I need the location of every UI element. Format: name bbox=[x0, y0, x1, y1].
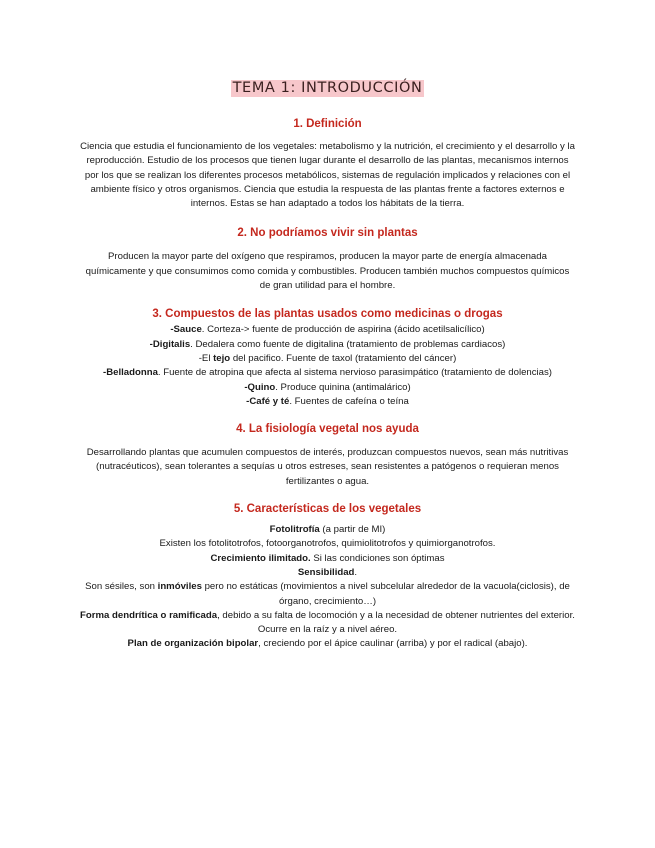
list-item: Plan de organización bipolar, creciendo por el ápice caulinar (arriba) y por el radical (abajo). bbox=[127, 638, 528, 650]
section-2-heading: 2. No podríamos vivir sin plantas bbox=[237, 227, 418, 240]
list-item: Sensibilidad. bbox=[297, 566, 358, 578]
document-title-wrap bbox=[0, 79, 655, 97]
list-item: Crecimiento ilimitado. Si las condiciones son óptimas bbox=[210, 552, 445, 564]
section-5-heading: 5. Características de los vegetales bbox=[233, 503, 422, 516]
list-item: -Belladonna. Fuente de atropina que afecta al sistema nervioso parasimpático (tratamiento de dolencias) bbox=[103, 367, 552, 379]
list-item: -Digitalis. Dedalera como fuente de digitalina (tratamiento de problemas cardiacos) bbox=[149, 338, 506, 350]
section-4-heading: 4. La fisiología vegetal nos ayuda bbox=[236, 423, 419, 436]
section-2-body: Producen la mayor parte del oxígeno que respiramos, producen la mayor parte de energía almacenada químicamente y que consumimos como comida y combustibles. Producen también muchos compuestos químicos de gran utilidad para el hombre. bbox=[85, 251, 570, 292]
section-1-heading: 1. Definición bbox=[293, 118, 362, 130]
list-item: Son sésiles, son inmóviles pero no estáticas (movimientos a nivel subcelular alrededor de la vacuola(ciclosis), de órgano, crecimiento…) bbox=[85, 581, 570, 607]
document-title: TEMA 1: INTRODUCCIÓN bbox=[232, 80, 423, 96]
document-body bbox=[80, 116, 575, 652]
list-item: -Sauce. Corteza-> fuente de producción de aspirina (ácido acetilsalicílico) bbox=[170, 324, 485, 336]
section-4-body: Desarrollando plantas que acumulen compuestos de interés, produzcan compuestos nuevos, sean más nutritivas (nutracéuticos), sean tolerantes a sequías u otros estreses, sean resistentes a patógenos o requieran menos fertilizantes o agua. bbox=[86, 447, 569, 487]
list-item: Existen los fotolitotrofos, fotoorganotrofos, quimiolitotrofos y quimiorganotrofos. bbox=[159, 538, 496, 550]
section-5-list bbox=[80, 523, 575, 652]
section-3-heading: 3. Compuestos de las plantas usados como medicinas o drogas bbox=[152, 308, 503, 321]
list-item: -El tejo del pacifico. Fuente de taxol (tratamiento del cáncer) bbox=[198, 352, 457, 364]
list-item: Forma dendrítica o ramificada, debido a su falta de locomoción y a la necesidad de obtener nutrientes del exterior. Ocurre en la raíz y a nivel aéreo. bbox=[80, 609, 575, 636]
list-item: -Café y té. Fuentes de cafeína o teína bbox=[246, 395, 409, 407]
section-1-body: Ciencia que estudia el funcionamiento de los vegetales: metabolismo y la nutrición, el crecimiento y el desarrollo y la reproducción. Estudio de los procesos que tienen lugar durante el desarrollo de las plantas, mecanismos internos por los que se realizan los diferentes procesos metabólicos, sistemas de regulación implicados y relaciones con el ambiente físico y otros organismos. Ciencia que estudia la respuesta de las plantas frente a factores externos e internos. Estas se han adaptado a todos los hábitats de la tierra. bbox=[80, 141, 575, 210]
list-item: -Quino. Produce quinina (antimalárico) bbox=[244, 381, 411, 393]
section-3-list bbox=[80, 323, 575, 409]
list-item: Fotolitrofía (a partir de MI) bbox=[269, 524, 386, 536]
